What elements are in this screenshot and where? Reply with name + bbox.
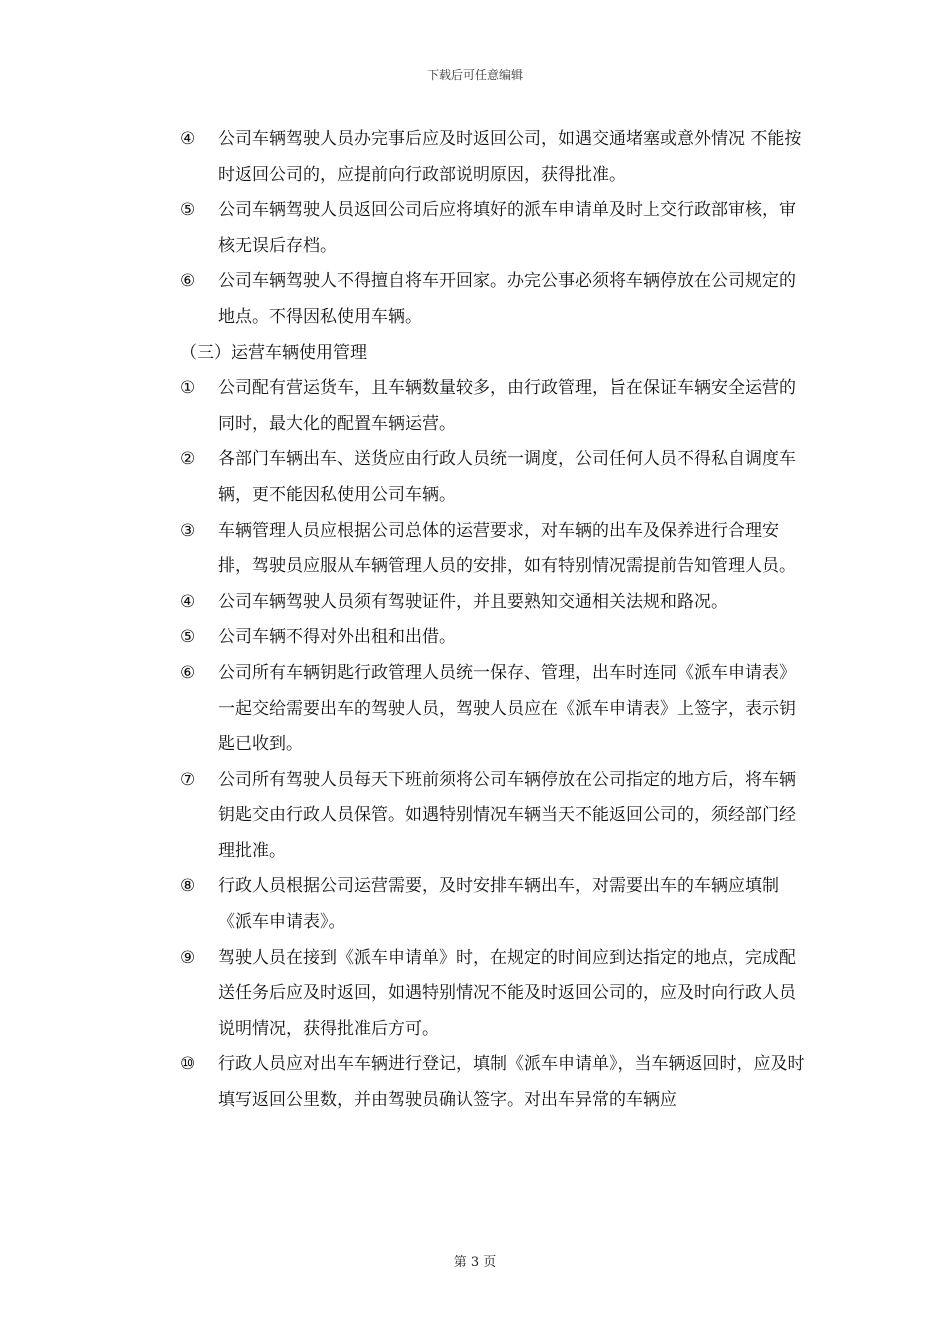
list-marker: ① [180, 378, 196, 399]
list-marker: ⑦ [180, 769, 196, 790]
section-title: （三）运营车辆使用管理 [180, 342, 367, 363]
list-marker: ⑧ [180, 876, 196, 897]
list-marker: ⑤ [180, 200, 196, 221]
list-item [180, 514, 805, 585]
list-item-text: 各部门车辆出车、送货应由行政人员统一调度，公司任何人员不得私自调度车辆，更不能因私使用公司车辆。 [218, 449, 796, 505]
list-item [180, 1047, 805, 1118]
document-body [180, 122, 805, 1119]
list-item [180, 442, 805, 513]
list-item-text: 公司车辆驾驶人员返回公司后应将填好的派车申请单及时上交行政部审核，审核无误后存档。 [218, 200, 796, 256]
list-marker: ⑤ [180, 627, 196, 648]
list-item-text: 公司车辆驾驶人不得擅自将车开回家。办完公事必须将车辆停放在公司规定的地点。不得因私使用车辆。 [218, 271, 796, 327]
list-item [180, 763, 805, 870]
list-marker: ④ [180, 591, 196, 612]
list-marker: ⑨ [180, 947, 196, 968]
list-item-text: 公司配有营运货车，且车辆数量较多，由行政管理，旨在保证车辆安全运营的同时，最大化的配置车辆运营。 [218, 378, 796, 434]
list-item-text: 行政人员应对出车车辆进行登记，填制《派车申请单》，当车辆返回时，应及时填写返回公里数，并由驾驶员确认签字。对出车异常的车辆应 [218, 1054, 805, 1111]
list-item [180, 869, 805, 940]
list-item-text: 行政人员根据公司运营需要，及时安排车辆出车，对需要出车的车辆应填制《派车申请表》。 [218, 876, 779, 933]
list-marker: ⑥ [180, 662, 196, 683]
list-item [180, 620, 805, 656]
list-item-text: 公司所有车辆钥匙行政管理人员统一保存、管理，出车时连同《派车申请表》一起交给需要出车的驾驶人员，驾驶人员应在《派车申请表》上签字，表示钥匙已收到。 [218, 662, 796, 755]
list-marker: ⑥ [180, 271, 196, 292]
list-item-text: 公司所有驾驶人员每天下班前须将公司车辆停放在公司指定的地方后，将车辆钥匙交由行政人员保管。如遇特别情况车辆当天不能返回公司的，须经部门经理批准。 [218, 769, 796, 861]
page-number: 第 3 页 [453, 1255, 497, 1270]
list-item [180, 585, 805, 621]
list-item [180, 193, 805, 264]
list-item [180, 122, 805, 193]
page-header: 下载后可任意编辑 [426, 68, 523, 82]
list-item-text: 驾驶人员在接到《派车申请单》时，在规定的时间应到达指定的地点，完成配送任务后应及时返回，如遇特别情况不能及时返回公司的，应及时向行政人员说明情况，获得批准后方可。 [218, 947, 796, 1039]
list-item [180, 371, 805, 442]
list-item [180, 941, 805, 1048]
list-marker: ⑩ [180, 1054, 196, 1075]
list-item-text: 车辆管理人员应根据公司总体的运营要求，对车辆的出车及保养进行合理安排，驾驶员应服从车辆管理人员的安排，如有特别情况需提前告知管理人员。 [218, 520, 796, 577]
list-marker: ③ [180, 520, 196, 541]
list-item-text: 公司车辆驾驶人员须有驾驶证件，并且要熟知交通相关法规和路况。 [218, 591, 728, 612]
list-marker: ④ [180, 129, 196, 149]
list-item [180, 264, 805, 335]
list-marker: ② [180, 449, 196, 470]
list-item-text: 公司车辆驾驶人员办完事后应及时返回公司，如遇交通堵塞或意外情况 不能按时返回公司的，应提前向行政部说明原因，获得批准。 [218, 129, 802, 185]
list-item [180, 656, 805, 763]
list-item-text: 公司车辆不得对外出租和出借。 [218, 627, 456, 648]
